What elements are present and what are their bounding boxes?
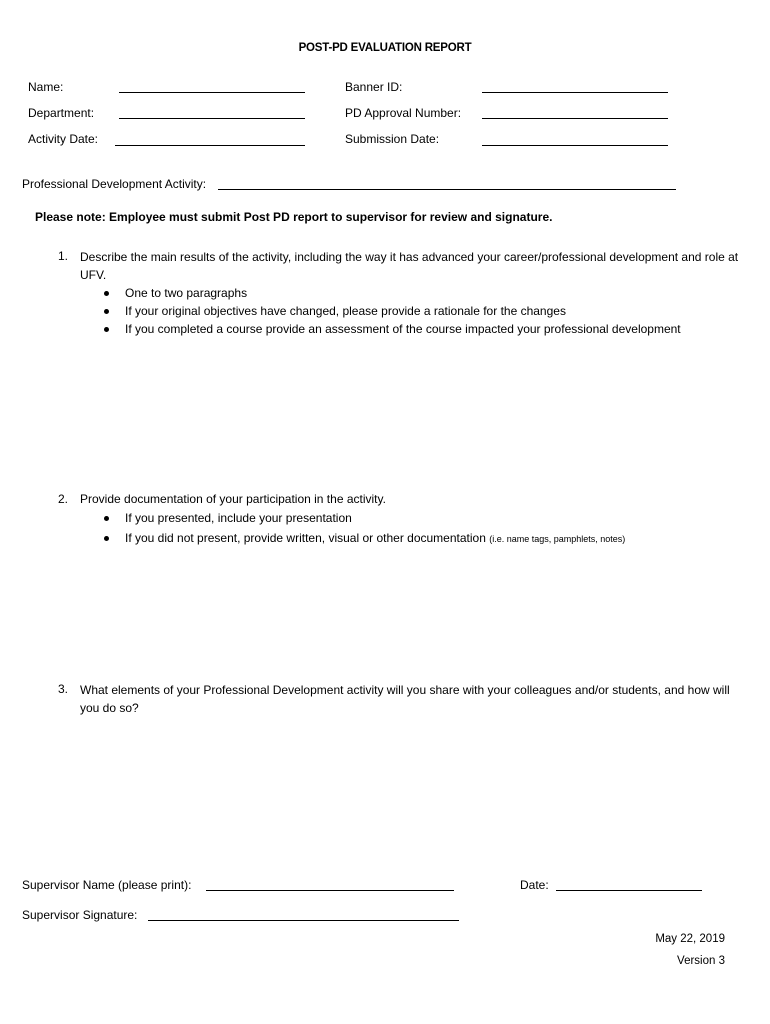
question-2-number: 2. <box>58 492 69 506</box>
documentation-examples-note: (i.e. name tags, pamphlets, notes) <box>489 534 626 544</box>
question-2-text: Provide documentation of your participation in the activity. <box>80 492 386 506</box>
question-2-bullet-2: If you did not present, provide written, visual or other documentation <box>125 531 486 545</box>
question-1-answer-area[interactable] <box>28 345 742 480</box>
supervisor-date-field[interactable] <box>556 890 702 891</box>
activity-date-field[interactable] <box>115 145 305 146</box>
question-2-answer-area[interactable] <box>28 555 742 670</box>
bullet-icon <box>104 536 109 541</box>
pd-approval-label: PD Approval Number: <box>345 106 462 120</box>
question-1-bullet-1: One to two paragraphs <box>125 286 248 300</box>
bullet-icon <box>104 327 109 332</box>
department-label: Department: <box>28 106 95 120</box>
bullet-icon <box>104 516 109 521</box>
question-1-bullet-2: If your original objectives have changed, please provide a rationale for the changes <box>125 304 566 318</box>
submission-date-label: Submission Date: <box>345 132 440 146</box>
question-3-answer-area[interactable] <box>28 720 742 865</box>
question-1-bullet-3: If you completed a course provide an assessment of the course impacted your professional development <box>125 322 681 336</box>
pd-activity-label: Professional Development Activity: <box>22 177 207 191</box>
bullet-icon <box>104 309 109 314</box>
question-1-number: 1. <box>58 249 69 263</box>
revision-date: May 22, 2019 <box>655 933 725 945</box>
submission-date-field[interactable] <box>482 145 668 146</box>
banner-id-field[interactable] <box>482 92 668 93</box>
department-field[interactable] <box>119 118 305 119</box>
submission-note: Please note: Employee must submit Post PD report to supervisor for review and signature. <box>35 210 553 224</box>
pd-activity-field[interactable] <box>218 189 676 190</box>
name-field[interactable] <box>119 92 305 93</box>
question-2-bullet-1: If you presented, include your presentation <box>125 511 352 525</box>
pd-approval-field[interactable] <box>482 118 668 119</box>
page-title: POST-PD EVALUATION REPORT <box>298 42 472 54</box>
question-3-number: 3. <box>58 682 69 696</box>
version-number: Version 3 <box>677 955 725 967</box>
supervisor-signature-field[interactable] <box>148 920 459 921</box>
name-label: Name: <box>28 80 64 94</box>
question-2-bullet-2-line <box>125 531 625 545</box>
supervisor-signature-label: Supervisor Signature: <box>22 908 138 922</box>
bullet-icon <box>104 291 109 296</box>
supervisor-name-field[interactable] <box>206 890 454 891</box>
question-1-text: Describe the main results of the activity, including the way it has advanced your career/professional development and role at UFV. <box>80 250 739 282</box>
question-3-text: What elements of your Professional Development activity will you share with your colleagues and/or students, and how will you do so? <box>80 683 730 715</box>
supervisor-date-label: Date: <box>520 878 549 892</box>
banner-id-label: Banner ID: <box>345 80 403 94</box>
supervisor-name-label: Supervisor Name (please print): <box>22 878 192 892</box>
activity-date-label: Activity Date: <box>28 132 99 146</box>
